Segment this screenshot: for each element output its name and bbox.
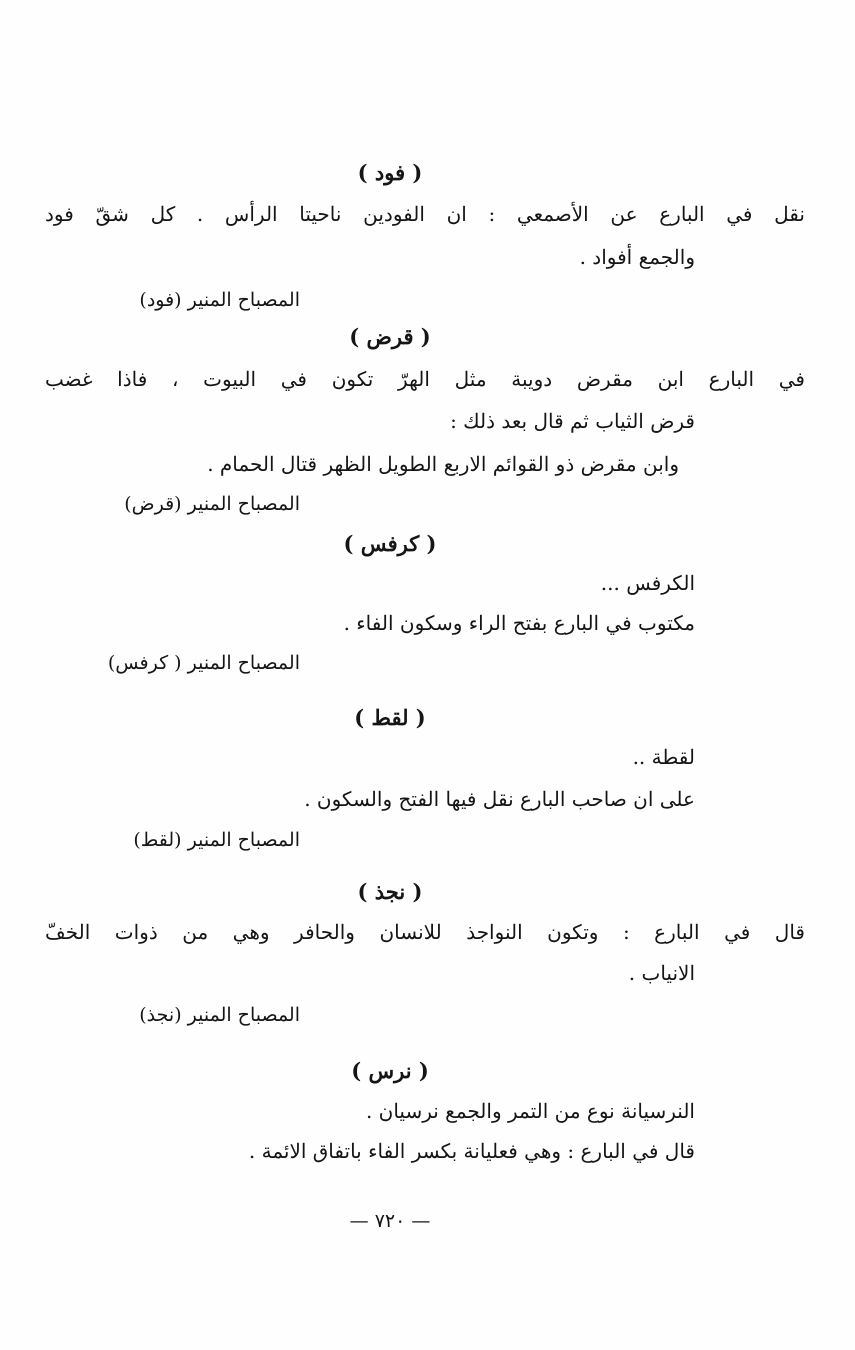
entry-source: المصباح المنير ( كرفس) [107,652,300,674]
entry-line: النرسيانة نوع من التمر والجمع نرسيان . [365,1099,695,1123]
entry-line: وابن مقرض ذو القوائم الاربع الطويل الظهر قتال الحمام . [207,452,679,476]
entry-title-laqt: ( لقط ) [354,705,426,730]
entry-title-fawd: ( فود ) [357,160,423,185]
entry-line: والجمع أفواد . [579,245,695,269]
entry-title-qard: ( قرض ) [349,324,431,349]
entry-line: على ان صاحب البارع نقل فيها الفتح والسكون . [304,787,695,811]
entry-line: قال في البارع : وتكون النواجذ للانسان والحافر وهي من ذوات الخفّ [45,920,805,944]
entry-line: في البارع ابن مقرض دويبة مثل الهرّ تكون في البيوت ، فاذا غضب [45,367,805,391]
entry-source: المصباح المنير (فود) [139,289,300,311]
entry-title-karafs: ( كرفس ) [343,531,437,556]
entry-line: لقطة .. [632,745,695,769]
entry-title-najdh: ( نجذ ) [357,879,423,904]
entry-line: مكتوب في البارع بفتح الراء وسكون الفاء . [343,611,695,635]
entry-source: المصباح المنير (قرض) [124,493,300,515]
entry-line: الكرفس ... [600,571,695,595]
entry-source: المصباح المنير (نجذ) [139,1004,300,1026]
page-number: — ٧٢٠ — [349,1210,431,1232]
entry-source: المصباح المنير (لقط) [133,829,300,851]
entry-title-nars: ( نرس ) [351,1058,429,1083]
entry-line: نقل في البارع عن الأصمعي : ان الفودين ناحيتا الرأس . كل شقّ فود [45,202,805,226]
entry-line: قال في البارع : وهي فعليانة بكسر الفاء باتفاق الائمة . [248,1139,695,1163]
entry-line: قرض الثياب ثم قال بعد ذلك : [450,409,695,433]
entry-line: الانياب . [628,961,695,985]
